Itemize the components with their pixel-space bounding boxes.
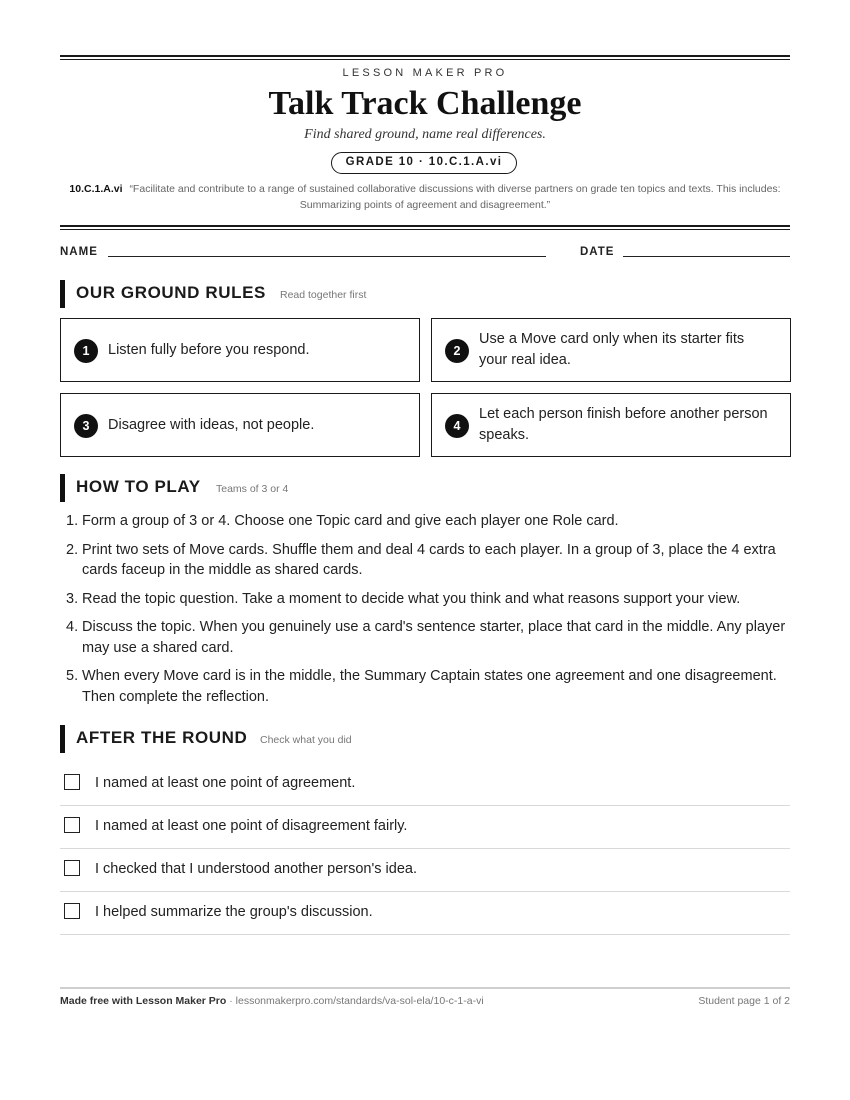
section-hint: Check what you did: [260, 734, 352, 746]
section-hint: Read together first: [280, 289, 367, 301]
instruction-step: 5. When every Move card is in the middle, the Summary Captain states one agreement and one disagreement. Then complete the reflection.: [66, 668, 777, 705]
footer-made-with: Made free with Lesson Maker Pro: [60, 995, 227, 1007]
header-bottom-rule: [60, 225, 790, 227]
instruction-step: 4. Discuss the topic. When you genuinely use a card's sentence starter, place that card in the middle. Any player may use a shared card.: [66, 619, 786, 656]
section-marker: [60, 474, 65, 502]
checkbox[interactable]: [64, 903, 80, 919]
date-label: DATE: [580, 246, 615, 258]
rule-number-badge: 2: [445, 339, 469, 363]
grade-badge: GRADE 10 · 10.C.1.A.vi: [331, 152, 517, 174]
header-top-rule: [60, 55, 790, 57]
ground-rule-card: [60, 318, 420, 382]
footer-rule: [60, 987, 790, 989]
ground-rules-heading: [60, 280, 790, 308]
page-subtitle: Find shared ground, name real differences.: [304, 127, 546, 142]
checkbox[interactable]: [64, 774, 80, 790]
checklist-item: [60, 849, 790, 892]
checklist-item-label: I named at least one point of disagreement fairly.: [95, 818, 408, 834]
after-round-heading: [60, 725, 790, 753]
standard-code: 10.C.1.A.vi: [69, 183, 123, 195]
date-field[interactable]: [623, 256, 790, 257]
rule-text: Listen fully before you respond.: [108, 341, 310, 358]
footer-url: · lessonmakerpro.com/standards/va-sol-ela/10-c-1-a-vi: [226, 995, 484, 1007]
name-field[interactable]: [108, 256, 546, 257]
rule-text: Disagree with ideas, not people.: [108, 416, 315, 433]
standard-description: [60, 181, 790, 213]
page-number: Student page 1 of 2: [698, 995, 790, 1007]
rule-number-badge: 3: [74, 414, 98, 438]
checklist-item-label: I helped summarize the group's discussion.: [95, 904, 373, 920]
footer-credit: [60, 995, 484, 1007]
standard-text: “Facilitate and contribute to a range of sustained collaborative discussions with diverse partners on grade ten topics and texts. This includes: Summarizing points of agreement and disagreement.”: [129, 183, 781, 211]
checklist-item: [60, 806, 790, 849]
rule-number-badge: 1: [74, 339, 98, 363]
section-title: AFTER THE ROUND: [76, 728, 248, 747]
instruction-step: 1. Form a group of 3 or 4. Choose one Topic card and give each player one Role card.: [66, 513, 619, 529]
section-title: HOW TO PLAY: [76, 477, 201, 496]
checklist-item-label: I named at least one point of agreement.: [95, 775, 356, 791]
brand-label: LESSON MAKER PRO: [342, 67, 508, 79]
checkbox[interactable]: [64, 860, 80, 876]
instructions-list: [60, 511, 790, 715]
page-title: Talk Track Challenge: [268, 85, 582, 122]
checklist-item: [60, 763, 790, 806]
checklist-item: [60, 892, 790, 935]
section-marker: [60, 725, 65, 753]
section-hint: Teams of 3 or 4: [216, 483, 289, 495]
reflection-checklist: [60, 763, 790, 935]
rule-text: Let each person finish before another person speaks.: [479, 406, 768, 443]
instruction-step: 3. Read the topic question. Take a moment to decide what you think and what reasons support your view.: [66, 590, 741, 607]
section-title: OUR GROUND RULES: [76, 283, 266, 302]
name-label: NAME: [60, 246, 98, 258]
ground-rule-card: [60, 393, 420, 457]
ground-rule-card: [431, 393, 791, 457]
ground-rule-card: [431, 318, 791, 382]
checklist-item-label: I checked that I understood another person's idea.: [95, 861, 417, 877]
rule-number-badge: 4: [445, 414, 469, 438]
section-marker: [60, 280, 65, 308]
instruction-step: 2. Print two sets of Move cards. Shuffle them and deal 4 cards to each player. In a group of 3, place the 4 extra cards faceup in the middle as shared cards.: [66, 541, 776, 578]
how-to-play-heading: [60, 474, 790, 502]
rule-text: Use a Move card only when its starter fits your real idea.: [479, 331, 745, 368]
checkbox[interactable]: [64, 817, 80, 833]
